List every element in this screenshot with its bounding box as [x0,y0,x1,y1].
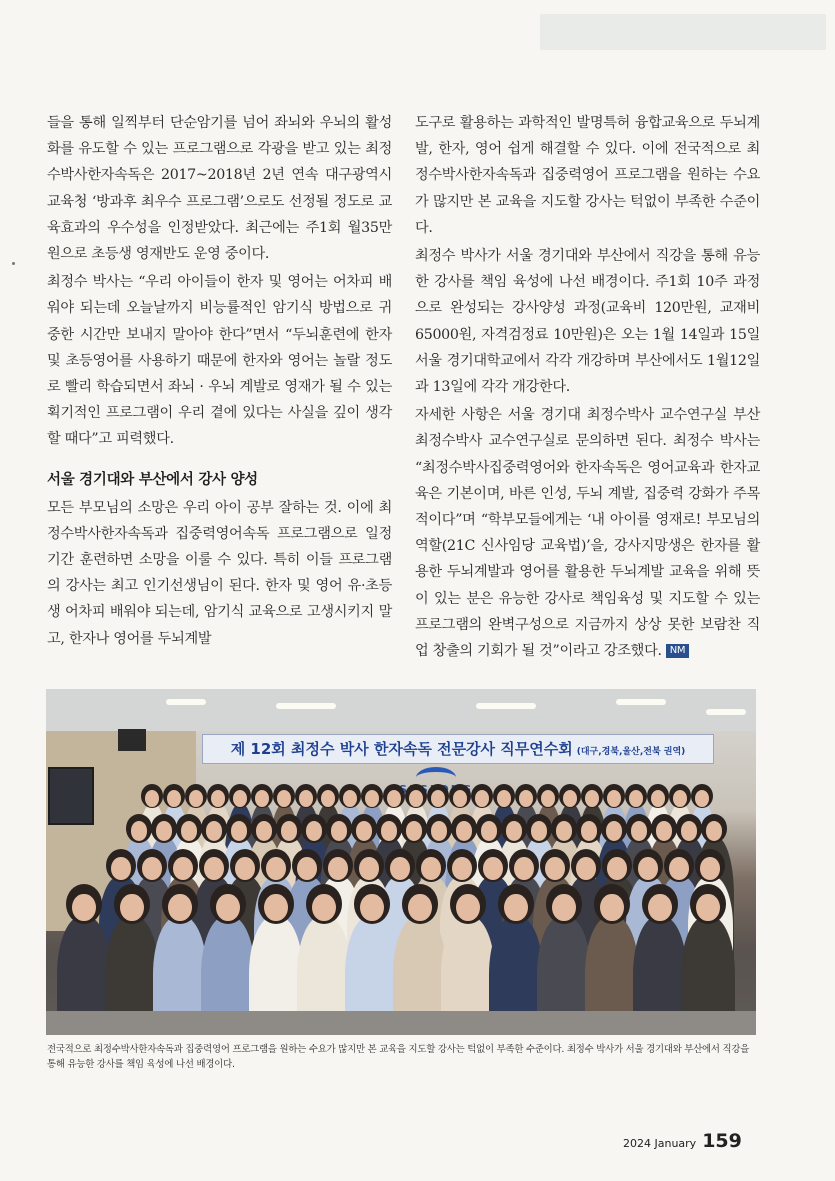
attendee-face [585,790,599,807]
right-paragraph-3 [415,402,760,664]
attendee-face [211,790,225,807]
left-paragraph-1: 들을 통해 일찍부터 단순암기를 넘어 좌뇌와 우뇌의 활성화를 유도할 수 있는 프로그램으로 각광을 받고 있는 최정수박사한자속독은 2017~2018년 2년 연속 대구광역시 교육청 ‘방과후 최우수 프로그램’으로도 선정될 정도로 교육효과의 우수성을 인정받았다. 최근에는 주1회 월35만원으로 초등생 영재반도 운영 중이다. [47,115,392,263]
photo-ceiling [46,689,756,731]
margin-dot [12,262,15,265]
left-paragraph-2: 최정수 박사는 “우리 아이들이 한자 및 영어는 어차피 배워야 되는데 오늘날까지 비능률적인 암기식 방법으로 귀중한 시간만 보내지 말아야 한다”면서 “두뇌훈련에 한자 및 초등영어를 사용하기 때문에 한자와 영어는 놀랄 정도로 빨리 학습되면서 좌뇌 · 우뇌 계발로 영재가 될 수 있는 획기적인 프로그램이 우리 곁에 있다는 사실을 깊이 생각할 때다”고 피력했다. [47,274,392,448]
attendee-face [277,790,291,807]
header-band [540,14,826,50]
attendee-face [168,894,191,921]
attendee-face [695,790,709,807]
photo-caption: 전국적으로 최정수박사한자속독과 집중력영어 프로그램을 원하는 수요가 많지만 본 교육을 지도할 강사는 턱없이 부족한 수준이다. 최정수 박사가 서울 경기대와 부산에서 직강을 통해 유능한 강사를 책임 육성에 나선 배경이다. [47,1044,750,1070]
attendee-face [233,790,247,807]
attendee-face [264,894,287,921]
attendee-face [545,857,564,880]
attendee-face [204,857,223,880]
wall-speaker [118,729,146,751]
left-paragraph-3: 모든 부모님의 소망은 우리 아이 공부 잘하는 것. 이에 최정수박사한자속독과 집중력영어속독 프로그램으로 일정기간 훈련하면 소망을 이룰 수 있다. 특히 이들 프로그램의 강사는 최고 인기선생님이 된다. 한자 및 영어 유·초등생 어차피 배워야 되는데, 암기식 교육으로 고생시키지 말고, 한자나 영어를 두뇌계발 [47,499,392,647]
attendee-face [343,790,357,807]
attendee-face [297,857,316,880]
attendee-face [328,857,347,880]
page-footer [623,1130,763,1154]
attendee-face [390,857,409,880]
attendee-face [700,857,719,880]
photo-floor [46,1011,756,1035]
attendee-face [607,857,626,880]
attendee-face [629,790,643,807]
attendee-face [475,790,489,807]
attendee-face [638,857,657,880]
event-banner [202,734,714,764]
issue-date: 2024 January [623,1137,697,1150]
attendee-face [563,790,577,807]
section-subheading: 서울 경기대와 부산에서 강사 양성 [47,471,258,488]
attendee-face [173,857,192,880]
attendee-face [651,790,665,807]
attendee-face [235,857,254,880]
attendee-face [408,894,431,921]
group-photo [46,689,756,1035]
attendee-face [452,857,471,880]
left-column [47,110,392,654]
attendee-face [648,894,671,921]
event-banner-title: 제 12회 최정수 박사 한자속독 전문강사 직무연수회 [230,740,573,758]
attendee-face [255,790,269,807]
attendee-face [72,894,95,921]
ceiling-light [616,699,666,705]
attendee-face [519,790,533,807]
attendee-face [696,894,719,921]
attendee-face [497,790,511,807]
event-banner-subtitle: (대구,경북,울산,전북 권역) [576,747,686,757]
attendee-face [514,857,533,880]
attendee-face [504,894,527,921]
attendee-face [321,790,335,807]
attendee-face [409,790,423,807]
page-number: 159 [702,1130,742,1152]
attendee-face [167,790,181,807]
right-paragraph-2: 최정수 박사가 서울 경기대와 부산에서 직강을 통해 유능한 강사를 책임 육성에 나선 배경이다. 주1회 10주 과정으로 완성되는 강사양성 과정(교육비 120만원, 교재비 65000원, 자격검정료 10만원)은 오는 1월 14일과 15일 서울 경기대학교에서 각각 개강하며 부산에서도 1월12일과 13일에 각각 개강한다. [415,248,760,396]
attendee-face [111,857,130,880]
wall-monitor [48,767,94,825]
attendee-face [312,894,335,921]
attendee-face [365,790,379,807]
right-column [415,110,760,666]
attendee-face [576,857,595,880]
attendee-face [120,894,143,921]
attendee-face [600,894,623,921]
attendee-face [431,790,445,807]
attendee-face [266,857,285,880]
ceiling-light [166,699,206,705]
right-paragraph-3-text: 자세한 사항은 서울 경기대 최정수박사 교수연구실 부산 최정수박사 교수연구실로 문의하면 된다. 최정수 박사는 “최정수박사집중력영어와 한자속독은 영어교육과 한자교육은 기본이며, 바른 인성, 두뇌 계발, 집중력 강화가 주목적이다”며 “학부모들에게는 ‘내 아이를 영재로! 부모님의 역할(21C 신사임당 교육법)’을, 강사지망생은 한자를 활용한 두뇌계발과 영어를 활용한 두뇌계발 교육을 위해 뜻이 있는 분은 유능한 강사로 책임육성 및 지도할 수 있는 프로그램의 완벽구성으로 지금까지 상상 못한 보람찬 직업 창출의 기회가 될 것”이라고 강조했다. [415,407,760,660]
attendee-face [483,857,502,880]
attendee-face [552,894,575,921]
attendee-face [216,894,239,921]
attendee-face [421,857,440,880]
ceiling-light [276,703,336,709]
attendee-face [541,790,555,807]
attendee-face [359,857,378,880]
attendee-face [607,790,621,807]
attendee-face [453,790,467,807]
attendee-face [669,857,688,880]
ceiling-light [706,709,746,715]
end-mark-badge: NM [666,644,690,658]
attendee-face [145,790,159,807]
right-paragraph-1: 도구로 활용하는 과학적인 발명특허 융합교육으로 두뇌계발, 한자, 영어 쉽게 해결할 수 있다. 이에 전국적으로 최정수박사한자속독과 집중력영어 프로그램을 원하는 수요가 많지만 본 교육을 지도할 강사는 턱없이 부족한 수준이다. [415,115,760,236]
attendee-face [142,857,161,880]
attendee-face [299,790,313,807]
attendee-face [673,790,687,807]
attendee-face [456,894,479,921]
attendee-face [387,790,401,807]
ceiling-light [476,703,536,709]
attendee-face [360,894,383,921]
attendee-face [189,790,203,807]
